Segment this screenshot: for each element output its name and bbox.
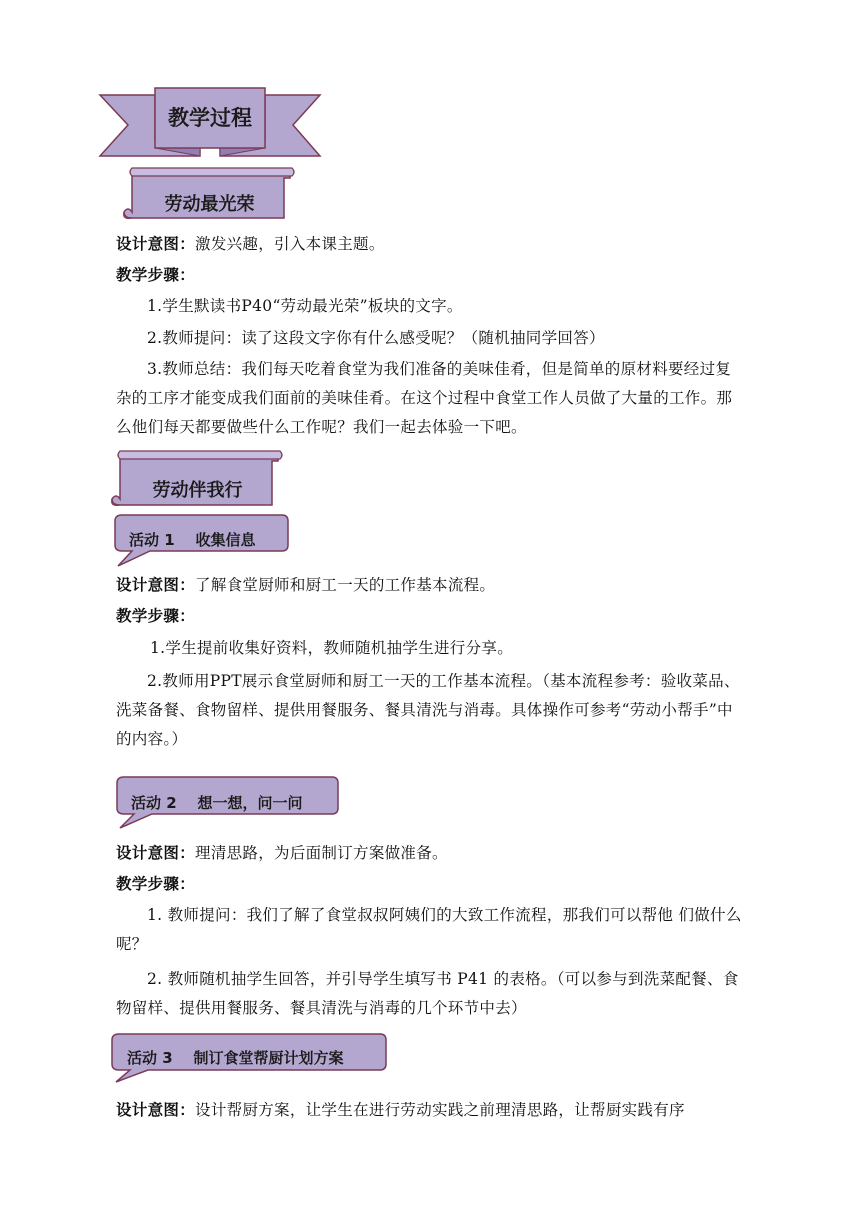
activity3-intent-text: 设计帮厨方案，让学生在进行劳动实践之前理清思路，让帮厨实践有序 bbox=[195, 1101, 685, 1119]
activity2-step2: 2. 教师随机抽学生回答，并引导学生填写书 P41 的表格。（可以参与到洗菜配餐、食物留样、提供用餐服务、餐具清洗与消毒的几个环节中去） bbox=[116, 970, 739, 1017]
design-intent-label: 设计意图： bbox=[116, 234, 196, 253]
activity3-label: 活动 3 制订食堂帮厨计划方案 bbox=[127, 1049, 344, 1067]
activity1-intent-text: 了解食堂厨师和厨工一天的工作基本流程。 bbox=[195, 576, 496, 594]
activity2-intent-text: 理清思路，为后面制订方案做准备。 bbox=[195, 844, 448, 862]
design-intent-label: 设计意图： bbox=[116, 1100, 196, 1119]
design-intent-label: 设计意图： bbox=[116, 575, 196, 594]
teaching-steps-label: 教学步骤： bbox=[116, 265, 196, 284]
part1-step2: 2.教师提问：读了这段文字你有什么感受呢？（随机抽同学回答） bbox=[147, 329, 605, 347]
teaching-steps-label: 教学步骤： bbox=[116, 606, 196, 625]
part1-step3: 3.教师总结：我们每天吃着食堂为我们准备的美味佳肴，但是简单的原材料要经过复杂的工序才能变成我们面前的美味佳肴。在这个过程中食堂工作人员做了大量的工作。那么他们每天都要做些什么工作呢？我们一起去体验一下吧。 bbox=[116, 360, 733, 436]
part1-step1: 1.学生默读书P40“劳动最光荣”板块的文字。 bbox=[147, 297, 463, 315]
section2-title: 劳动伴我行 bbox=[152, 480, 243, 501]
part1-intent-text: 激发兴趣，引入本课主题。 bbox=[195, 235, 385, 253]
activity1-step2: 2.教师用PPT展示食堂厨师和厨工一天的工作基本流程。（基本流程参考：验收菜品、洗菜备餐、食物留样、提供用餐服务、餐具清洗与消毒。具体操作可参考“劳动小帮手”中的内容。） bbox=[116, 672, 740, 748]
teaching-steps-label: 教学步骤： bbox=[116, 874, 196, 893]
design-intent-label: 设计意图： bbox=[116, 843, 196, 862]
activity3-intent bbox=[116, 1095, 756, 1125]
activity2-step1: 1. 教师提问：我们了解了食堂叔叔阿姨们的大致工作流程，那我们可以帮他 们做什么呢？ bbox=[116, 906, 742, 953]
activity1-step1: 1.学生提前收集好资料，教师随机抽学生进行分享。 bbox=[150, 639, 513, 657]
activity1-label: 活动 1 收集信息 bbox=[129, 531, 256, 549]
main-title: 教学过程 bbox=[168, 106, 252, 130]
section1-title: 劳动最光荣 bbox=[164, 194, 255, 215]
activity2-label: 活动 2 想一想，问一问 bbox=[131, 794, 303, 812]
